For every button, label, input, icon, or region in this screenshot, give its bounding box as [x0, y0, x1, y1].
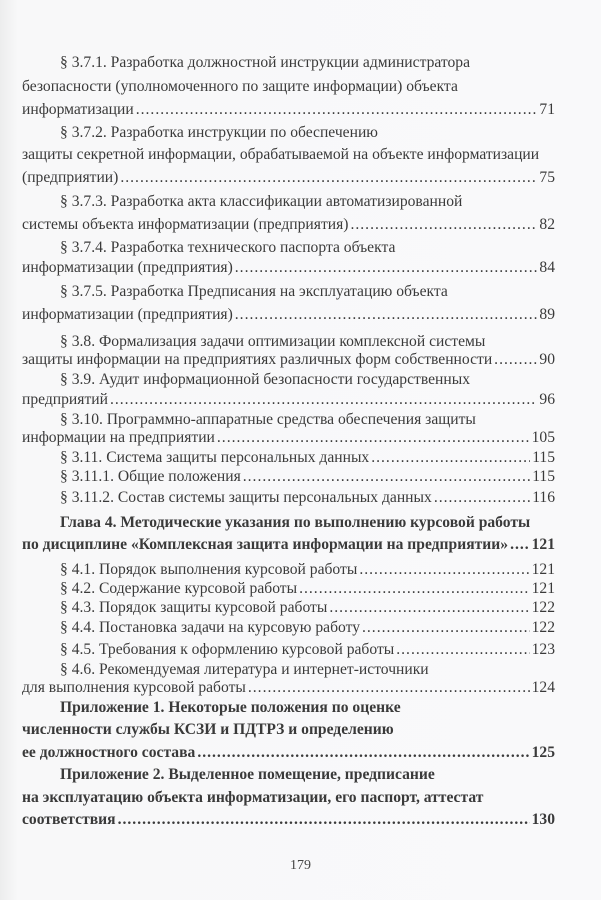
- toc-entry-text: § 3.7.5. Разработка Предписания на эксплуатацию объекта: [60, 283, 448, 300]
- toc-line: [22, 259, 555, 277]
- toc-line: [22, 721, 555, 739]
- toc-entry-text: информатизации (предприятия): [22, 259, 233, 276]
- toc-entry-text: § 3.10. Программно-аппаратные средства обеспечения защиты: [60, 411, 476, 428]
- toc-entry-text: ее должностного состава: [22, 744, 196, 761]
- toc-line: [22, 333, 555, 351]
- toc-page-number: 75: [539, 169, 555, 186]
- toc-page-number: 96: [539, 391, 555, 408]
- toc-entry-text: § 3.8. Формализация задачи оптимизации комплексной системы: [60, 333, 486, 350]
- dot-leader: [243, 468, 530, 486]
- toc-entry-text: защиты информации на предприятиях различных форм собственности: [22, 351, 493, 368]
- toc-line: [22, 411, 555, 429]
- dot-leader: [118, 811, 530, 829]
- dot-leader: [217, 429, 530, 447]
- toc-line: [22, 661, 555, 679]
- toc-line: [22, 468, 555, 486]
- toc-entry-text: численности службы КСЗИ и ПДТРЗ и определению: [22, 721, 394, 738]
- toc-line: [22, 789, 555, 807]
- toc-line: [22, 561, 555, 579]
- toc-line: [22, 193, 555, 211]
- toc-entry-text: § 4.6. Рекомендуемая литература и интернет-источники: [60, 661, 429, 678]
- toc-line: [22, 429, 555, 447]
- toc-entry-text: информации на предприятии: [22, 429, 215, 446]
- toc-line: [22, 146, 555, 164]
- toc-entry-text: § 3.11.1. Общие положения: [60, 468, 241, 485]
- toc-entry-text: для выполнения курсовой работы: [22, 679, 246, 696]
- toc-entry-text: § 3.7.2. Разработка инструкции по обеспечению: [60, 124, 378, 141]
- dot-leader: [329, 599, 529, 617]
- toc-page-number: 71: [539, 101, 555, 118]
- toc-line: [22, 54, 555, 72]
- toc-entry-text: § 3.11. Система защиты персональных данных: [60, 449, 370, 466]
- toc-entry-text: системы объекта информатизации (предприятия): [22, 216, 349, 233]
- toc-page-number: 82: [539, 216, 555, 233]
- toc-page-number: 122: [531, 619, 555, 636]
- toc-entry-text: Глава 4. Методические указания по выполнению курсовой работы: [60, 514, 531, 531]
- toc-line: [22, 169, 555, 187]
- toc-line: [22, 306, 555, 324]
- dot-leader: [235, 259, 538, 277]
- dot-leader: [136, 101, 538, 119]
- toc-entry-text: предприятий: [22, 391, 108, 408]
- toc-line: [22, 766, 555, 784]
- dot-leader: [350, 216, 537, 234]
- page-number: 179: [290, 858, 311, 873]
- toc-entry-text: по дисциплине «Комплексная защита информации на предприятии»: [22, 536, 509, 553]
- toc-entry-text: § 3.7.3. Разработка акта классификации автоматизированной: [60, 193, 463, 210]
- dot-leader: [248, 679, 530, 697]
- dot-leader: [197, 744, 529, 762]
- toc-entry-text: соответствия: [22, 811, 116, 828]
- toc-entry-text: информатизации: [22, 101, 134, 118]
- toc-line: [22, 599, 555, 617]
- toc-entry-text: безопасности (уполномоченного по защите информации) объекта: [22, 78, 458, 95]
- toc-line: [22, 489, 555, 507]
- dot-leader: [396, 641, 529, 659]
- toc-line: [22, 216, 555, 234]
- toc-line: [22, 239, 555, 257]
- dot-leader: [362, 619, 530, 637]
- toc-line: [22, 449, 555, 467]
- toc-entry-text: § 3.9. Аудит информационной безопасности государственных: [60, 371, 470, 388]
- toc-line: [22, 78, 555, 96]
- toc-line: [22, 514, 555, 532]
- toc-entry-text: защиты секретной информации, обрабатываемой на объекте информатизации: [22, 146, 540, 163]
- toc-page-number: 116: [532, 489, 555, 506]
- toc-page-number: 105: [531, 429, 555, 446]
- toc-line: [22, 391, 555, 409]
- toc-line: [22, 580, 555, 598]
- toc-line: [22, 351, 555, 369]
- toc-entry-text: § 4.2. Содержание курсовой работы: [60, 580, 298, 597]
- dot-leader: [510, 536, 530, 554]
- toc-line: [22, 679, 555, 697]
- toc-entry-text: информатизации (предприятия): [22, 306, 233, 323]
- toc-page-number: 121: [531, 580, 555, 597]
- toc-entry-text: § 3.7.4. Разработка технического паспорта объекта: [60, 239, 396, 256]
- dot-leader: [434, 489, 530, 507]
- toc-line: [22, 101, 555, 119]
- toc-page-number: 115: [532, 449, 555, 466]
- toc-entry-text: на эксплуатацию объекта информатизации, его паспорт, аттестат: [22, 789, 484, 806]
- toc-entry-text: (предприятии): [22, 169, 119, 186]
- toc-line: [22, 371, 555, 389]
- toc-entry-text: § 4.3. Порядок защиты курсовой работы: [60, 599, 328, 616]
- dot-leader: [299, 580, 530, 598]
- toc-entry-text: § 4.4. Постановка задачи на курсовую работу: [60, 619, 360, 636]
- toc-line: [22, 641, 555, 659]
- toc-line: [22, 699, 555, 717]
- toc-line: [22, 124, 555, 142]
- dot-leader: [359, 561, 529, 579]
- toc-entry-text: § 3.11.2. Состав системы защиты персональных данных: [60, 489, 432, 506]
- toc-line: [22, 283, 555, 301]
- dot-leader: [371, 449, 530, 467]
- toc-page-number: 124: [531, 679, 555, 696]
- toc-page-number: 115: [532, 468, 555, 485]
- toc-page-number: 121: [531, 561, 555, 578]
- toc-page-number: 130: [531, 811, 555, 828]
- toc-entry-text: § 4.5. Требования к оформлению курсовой работы: [60, 641, 395, 658]
- dot-leader: [235, 306, 538, 324]
- toc-page-number: 84: [539, 259, 555, 276]
- toc-page-number: 122: [531, 599, 555, 616]
- toc-page-number: 121: [531, 536, 555, 553]
- dot-leader: [110, 391, 537, 409]
- dot-leader: [494, 351, 537, 369]
- toc-line: [22, 619, 555, 637]
- toc-entry-text: Приложение 2. Выделенное помещение, предписание: [60, 766, 435, 783]
- toc-line: [22, 744, 555, 762]
- toc-entry-text: Приложение 1. Некоторые положения по оценке: [60, 699, 401, 716]
- toc-page-number: 90: [539, 351, 555, 368]
- toc-page-number: 123: [531, 641, 555, 658]
- toc-entry-text: § 4.1. Порядок выполнения курсовой работы: [60, 561, 358, 578]
- toc-entry-text: § 3.7.1. Разработка должностной инструкции администратора: [60, 54, 471, 71]
- toc-line: [22, 811, 555, 829]
- toc-page-number: 125: [531, 744, 555, 761]
- dot-leader: [120, 169, 537, 187]
- toc-page-number: 89: [539, 306, 555, 323]
- toc-line: [22, 536, 555, 554]
